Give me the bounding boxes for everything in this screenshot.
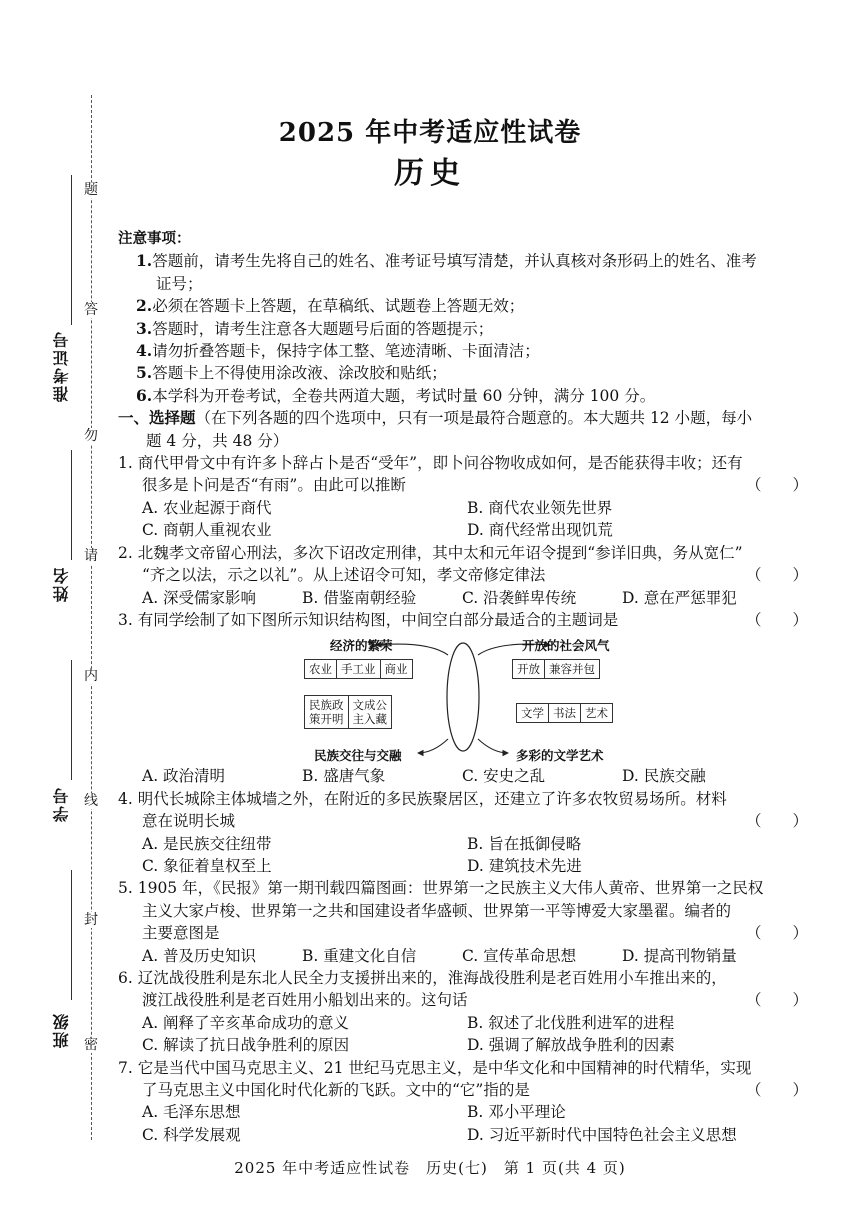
question-text: （ ） 渡江战役胜利是老百姓用小船划出来的。这句话 [118,989,798,1011]
question-5 [118,877,809,967]
student-no-write-line[interactable] [71,660,72,780]
arts-box: 艺术 [585,706,608,721]
notice-item-cont: 证号； [156,274,203,293]
student-no-label: 学号 [52,786,71,822]
answer-paren[interactable]: （ ） [746,924,809,943]
policy-boxes [304,695,392,729]
econ-box: 手工业 [337,660,381,678]
econ-box: 商业 [384,662,408,677]
arts-box: 书法 [549,704,581,722]
binding-word: 请 [84,548,98,564]
page-footer: 2025 年中考适应性试卷 历史(七) 第 1 页(共 4 页) [234,1159,626,1177]
binding-word: 题 [84,182,98,198]
option-d[interactable]: D. 意在严惩罪犯 [622,588,737,607]
exam-body [118,228,809,1146]
exam-title: 2025 年中考适应性试卷 [278,118,582,148]
blank-center-ellipse [447,643,479,751]
answer-paren[interactable]: （ ） [746,476,809,495]
question-3 [118,609,809,788]
option-d[interactable]: D. 习近平新时代中国特色社会主义思想 [467,1125,737,1144]
name-write-line[interactable] [71,450,72,560]
open-boxes [512,659,600,679]
notice-item: 2.必须在答题卡上答题，在草稿纸、试题卷上答题无效； [136,296,525,316]
option-c[interactable]: C. 解读了抗日战争胜利的原因 [142,1036,350,1055]
binding-dashed-line [91,95,92,1140]
question-text: （ ） 3. 有同学绘制了如下图所示知识结构图，中间空白部分最适合的主题词是 [118,609,798,631]
question-text: （ ） 很多是卜问是否“有雨”。由此可以推断 [118,474,798,496]
question-7 [118,1057,809,1147]
option-a[interactable]: A. 是民族交往纽带 [142,834,272,853]
econ-boxes [304,659,413,679]
option-c[interactable]: C. 象征着皇权至上 [142,856,272,875]
caption-ethnic-exchange: 民族交往与交融 [314,748,402,764]
open-box: 兼容并包 [549,662,595,677]
option-b[interactable]: B. 商代农业领先世界 [467,498,613,517]
option-d[interactable]: D. 商代经常出现饥荒 [467,521,613,540]
answer-paren[interactable]: （ ） [746,991,809,1010]
option-b[interactable]: B. 旨在抵御侵略 [467,834,582,853]
section-heading: 一、选择题（在下列各题的四个选项中，只有一项是最符合题意的。本大题共 12 小题，每小 [118,408,753,428]
answer-paren[interactable]: （ ） [746,566,809,585]
option-b[interactable]: B. 邓小平理论 [467,1103,566,1122]
option-a[interactable]: A. 农业起源于商代 [142,498,272,517]
policy-box: 民族政 策开明 [305,696,349,728]
notice-item: 1.答题前，请考生先将自己的姓名、准考证号填写清楚，并认真核对条形码上的姓名、准考 [136,251,757,271]
knowledge-structure-diagram [118,633,798,764]
arrow-bottom-right [478,739,508,753]
name-label: 姓名 [52,566,71,602]
option-a[interactable]: A. 深受儒家影响 [142,588,257,607]
question-4 [118,788,809,878]
option-b[interactable]: B. 盛唐气象 [302,767,386,786]
notice-title: 注意事项： [118,231,191,247]
binding-word: 密 [84,1037,98,1053]
answer-paren[interactable]: （ ） [746,1081,809,1099]
class-label: 班级 [52,1012,71,1048]
notice-item: 3.答题时，请考生注意各大题题号后面的答题提示； [136,318,494,338]
class-write-line[interactable] [71,870,72,1000]
caption-open-society: 开放的社会风气 [522,638,610,654]
question-6 [118,967,809,1057]
diagram-lines [118,633,798,761]
option-d[interactable]: D. 强调了解放战争胜利的因素 [467,1036,675,1055]
option-a[interactable]: A. 毛泽东思想 [142,1103,241,1122]
arrow-bottom-left [418,739,448,753]
option-b[interactable]: B. 借鉴南朝经验 [302,588,417,607]
question-1 [118,452,809,542]
answer-paren[interactable]: （ ） [746,812,809,831]
question-text: （ ） 意在说明长城 [118,810,798,832]
option-c[interactable]: C. 商朝人重视农业 [142,521,272,540]
econ-box: 农业 [305,660,337,678]
notice-item: 4.请勿折叠答题卡，保持字体工整、笔迹清晰、卡面清洁； [136,341,540,361]
exam-id-label: 准考证号 [52,330,71,402]
section-heading-cont: 题 4 分，共 48 分） [146,431,289,450]
question-text: （ ） “齐之以法，示之以礼”。从上述诏令可知，孝文帝修定律法 [118,564,798,586]
option-c[interactable]: C. 宣传革命思想 [462,946,577,965]
arts-boxes [516,703,613,723]
answer-paren[interactable]: （ ） [746,610,809,629]
notice-item: 5.答题卡上不得使用涂改液、涂改胶和贴纸； [136,363,447,383]
open-box: 开放 [513,660,545,678]
option-b[interactable]: B. 重建文化自信 [302,946,417,965]
binding-word: 线 [84,793,98,809]
question-text: 6. 辽沈战役胜利是东北人民全力支援拼出来的，淮海战役胜利是老百姓用小车推出来的， [118,968,727,987]
question-text: 4. 明代长城除主体城墙之外，在附近的多民族聚居区，还建立了许多农牧贸易场所。材料 [118,789,727,808]
option-d[interactable]: D. 提高刊物销量 [622,946,737,965]
option-b[interactable]: B. 叙述了北伐胜利进军的进程 [467,1013,675,1032]
subject-title: 历史 [394,156,466,191]
binding-word: 内 [84,668,98,684]
option-a[interactable]: A. 阐释了辛亥革命成功的意义 [142,1013,350,1032]
exam-id-write-line[interactable] [71,175,72,325]
question-text: （ ） 主要意图是 [118,922,798,944]
option-a[interactable]: A. 普及历史知识 [142,946,257,965]
notice-item: 6.本学科为开卷考试，全卷共两道大题，考试时量 60 分钟，满分 100 分。 [136,385,656,405]
question-text: 1. 商代甲骨文中有许多卜辞占卜是否“受年”，即卜问谷物收成如何，是否能获得丰收；还有 [118,454,743,473]
binding-word: 勿 [84,428,98,444]
question-text: （ ） 了马克思主义中国化时代化新的飞跃。文中的“它”指的是 [118,1079,798,1101]
question-text: 7. 它是当代中国马克思主义、21 世纪马克思主义，是中华文化和中国精神的时代精华，实现 [118,1058,752,1077]
binding-word: 答 [84,302,98,318]
option-a[interactable]: A. 政治清明 [142,767,226,786]
question-2 [118,542,809,609]
question-text: 2. 北魏孝文帝留心刑法，多次下诏改定刑律，其中太和元年诏令提到“参详旧典，务从宽仁” [118,543,743,562]
option-d[interactable]: D. 建筑技术先进 [467,856,582,875]
option-c[interactable]: C. 科学发展观 [142,1125,241,1144]
option-c[interactable]: C. 安史之乱 [462,767,546,786]
caption-economy: 经济的繁荣 [330,638,393,654]
question-text: 主义大家卢梭、世界第一之共和国建设者华盛顿、世界第一平等博爱大家墨翟。编者的 [142,901,732,920]
binding-word: 封 [84,912,98,928]
question-text: 5. 1905 年，《民报》第一期刊载四篇图画：世界第一之民族主义大伟人黄帝、世界第一之民权 [118,879,764,898]
option-d[interactable]: D. 民族交融 [622,767,706,786]
arts-box: 文学 [517,704,549,722]
policy-box: 文成公 主入藏 [352,698,387,727]
option-c[interactable]: C. 沿袭鲜卑传统 [462,588,577,607]
caption-literature-arts: 多彩的文学艺术 [516,748,604,764]
